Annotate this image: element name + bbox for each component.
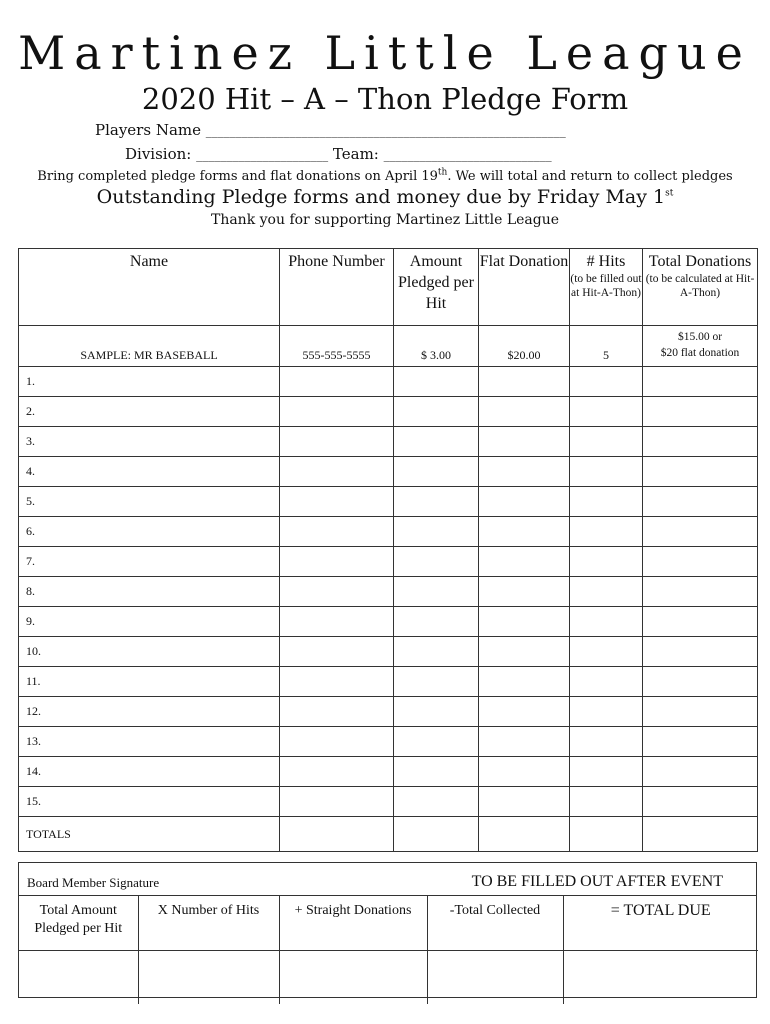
pledge-cell-total[interactable] [643, 787, 758, 817]
pledge-cell-total[interactable] [643, 727, 758, 757]
pledge-cell-hits[interactable] [570, 607, 643, 637]
sample-hits: 5 [570, 326, 643, 367]
pledge-cell-phone[interactable] [280, 397, 394, 427]
pledge-cell-amount[interactable] [394, 517, 479, 547]
pledge-cell-phone[interactable] [280, 727, 394, 757]
pledge-row [19, 577, 758, 607]
pledge-cell-amount[interactable] [394, 607, 479, 637]
pledge-row [19, 487, 758, 517]
summary-col-total-collected: -Total Collected [427, 896, 563, 951]
pledge-cell-phone[interactable] [280, 487, 394, 517]
totals-row [19, 817, 758, 852]
pledge-cell-phone[interactable] [280, 637, 394, 667]
pledge-cell-phone[interactable] [280, 697, 394, 727]
pledge-cell-flat[interactable] [479, 667, 570, 697]
totals-cell-phone[interactable] [280, 817, 394, 852]
pledge-cell-amount[interactable] [394, 427, 479, 457]
pledge-row [19, 697, 758, 727]
sample-phone: 555-555-5555 [280, 326, 394, 367]
totals-cell-name: TOTALS [19, 817, 280, 852]
summary-col-straight-donations: + Straight Donations [279, 896, 427, 951]
pledge-cell-flat[interactable] [479, 637, 570, 667]
summary-col-total-pledged: Total Amount Pledged per Hit [19, 896, 138, 951]
sample-amount: $ 3.00 [394, 326, 479, 367]
pledge-cell-total[interactable] [643, 637, 758, 667]
board-signature-label: Board Member Signature [27, 875, 160, 890]
sample-name: SAMPLE: MR BASEBALL [19, 326, 280, 367]
team-label: Team: [332, 145, 379, 163]
pledge-row [19, 637, 758, 667]
pledge-cell-name[interactable]: 2. [19, 397, 280, 427]
pledge-cell-flat[interactable] [479, 607, 570, 637]
col-header-hits: # Hits (to be filled out at Hit-A-Thon) [570, 249, 643, 326]
pledge-row [19, 757, 758, 787]
summary-col-total-due: = TOTAL DUE [563, 896, 758, 951]
pledge-cell-flat[interactable] [479, 547, 570, 577]
pledge-cell-phone[interactable] [280, 457, 394, 487]
pledge-cell-amount[interactable] [394, 547, 479, 577]
pledge-cell-hits[interactable] [570, 517, 643, 547]
pledge-row [19, 547, 758, 577]
pledge-cell-flat[interactable] [479, 457, 570, 487]
pledge-cell-phone[interactable] [280, 667, 394, 697]
pledge-cell-total[interactable] [643, 487, 758, 517]
pledge-row [19, 607, 758, 637]
pledge-cell-flat[interactable] [479, 727, 570, 757]
pledge-row [19, 397, 758, 427]
pledge-cell-name[interactable]: 1. [19, 367, 280, 397]
pledge-cell-name[interactable]: 13. [19, 727, 280, 757]
pledge-cell-amount[interactable] [394, 787, 479, 817]
pledge-cell-name[interactable]: 7. [19, 547, 280, 577]
pledge-cell-name[interactable]: 4. [19, 457, 280, 487]
pledge-row [19, 787, 758, 817]
players-name-line [95, 121, 566, 139]
pledge-cell-amount[interactable] [394, 757, 479, 787]
summary-box [18, 862, 757, 998]
pledge-cell-flat[interactable] [479, 487, 570, 517]
pledge-cell-name[interactable]: 6. [19, 517, 280, 547]
pledge-cell-hits[interactable] [570, 727, 643, 757]
pledge-cell-name[interactable]: 5. [19, 487, 280, 517]
pledge-cell-amount[interactable] [394, 397, 479, 427]
after-event-heading: TO BE FILLED OUT AFTER EVENT [471, 873, 723, 890]
pledge-cell-total[interactable] [643, 367, 758, 397]
pledge-cell-hits[interactable] [570, 697, 643, 727]
pledge-cell-phone[interactable] [280, 607, 394, 637]
pledge-cell-hits[interactable] [570, 667, 643, 697]
pledge-cell-hits[interactable] [570, 487, 643, 517]
summary-value-total-pledged[interactable] [19, 951, 138, 1005]
col-header-total: Total Donations (to be calculated at Hit-A-Thon) [643, 249, 758, 326]
pledge-cell-hits[interactable] [570, 757, 643, 787]
pledge-cell-phone[interactable] [280, 427, 394, 457]
pledge-cell-flat[interactable] [479, 577, 570, 607]
pledge-cell-flat[interactable] [479, 427, 570, 457]
pledge-cell-amount[interactable] [394, 637, 479, 667]
pledge-cell-total[interactable] [643, 547, 758, 577]
pledge-cell-phone[interactable] [280, 517, 394, 547]
summary-value-total-due[interactable] [563, 951, 758, 1005]
pledge-cell-hits[interactable] [570, 457, 643, 487]
pledge-cell-flat[interactable] [479, 697, 570, 727]
pledge-row [19, 517, 758, 547]
pledge-cell-flat[interactable] [479, 367, 570, 397]
sample-flat: $20.00 [479, 326, 570, 367]
pledge-cell-amount[interactable] [394, 697, 479, 727]
pledge-row [19, 667, 758, 697]
pledge-cell-name[interactable]: 8. [19, 577, 280, 607]
pledge-cell-flat[interactable] [479, 787, 570, 817]
summary-header [19, 863, 756, 896]
sample-row [19, 326, 758, 367]
col-header-flat: Flat Donation [479, 249, 570, 326]
pledge-cell-total[interactable] [643, 517, 758, 547]
pledge-cell-name[interactable]: 15. [19, 787, 280, 817]
pledge-cell-name[interactable]: 12. [19, 697, 280, 727]
pledge-cell-name[interactable]: 10. [19, 637, 280, 667]
pledge-cell-total[interactable] [643, 457, 758, 487]
pledge-cell-total[interactable] [643, 427, 758, 457]
col-header-name: Name [19, 249, 280, 326]
pledge-cell-phone[interactable] [280, 577, 394, 607]
pledge-cell-total[interactable] [643, 577, 758, 607]
pledge-cell-total[interactable] [643, 607, 758, 637]
pledge-cell-flat[interactable] [479, 757, 570, 787]
col-header-phone: Phone Number [280, 249, 394, 326]
pledge-row [19, 457, 758, 487]
summary-value-number-hits[interactable] [138, 951, 279, 1005]
pledge-cell-hits[interactable] [570, 577, 643, 607]
pledge-row [19, 727, 758, 757]
pledge-cell-name[interactable]: 11. [19, 667, 280, 697]
division-label: Division: [125, 145, 192, 163]
totals-cell-total[interactable] [643, 817, 758, 852]
pledge-cell-hits[interactable] [570, 427, 643, 457]
summary-col-number-hits: X Number of Hits [138, 896, 279, 951]
hits-note: (to be filled out at Hit-A-Thon) [570, 273, 642, 299]
pledge-cell-flat[interactable] [479, 397, 570, 427]
pledge-cell-hits[interactable] [570, 787, 643, 817]
pledge-cell-phone[interactable] [280, 787, 394, 817]
players-name-field[interactable]: ____________________________________________________________ [205, 124, 566, 138]
pledge-cell-amount[interactable] [394, 367, 479, 397]
players-name-label: Players Name [95, 121, 201, 139]
pledge-cell-name[interactable]: 3. [19, 427, 280, 457]
summary-value-straight-donations[interactable] [279, 951, 427, 1005]
thank-you-note: Thank you for supporting Martinez Little League [210, 212, 560, 228]
pledge-cell-total[interactable] [643, 697, 758, 727]
pledge-cell-name[interactable]: 9. [19, 607, 280, 637]
instructions: Bring completed pledge forms and flat donations on April 19th. We will total and return to collect pledges [37, 167, 733, 184]
totals-cell-hits[interactable] [570, 817, 643, 852]
pledge-cell-hits[interactable] [570, 547, 643, 577]
team-field[interactable]: ____________________________ [383, 148, 552, 162]
total-note: (to be calculated at Hit-A-Thon) [645, 273, 755, 299]
col-header-amount: Amount Pledged per Hit [394, 249, 479, 326]
sample-total: $15.00 or $20 flat donation [643, 326, 758, 367]
pledge-cell-phone[interactable] [280, 367, 394, 397]
form-subtitle: 2020 Hit – A – Thon Pledge Form [141, 82, 629, 116]
pledge-cell-total[interactable] [643, 667, 758, 697]
pledge-cell-amount[interactable] [394, 487, 479, 517]
pledge-cell-hits[interactable] [570, 637, 643, 667]
pledge-cell-amount[interactable] [394, 667, 479, 697]
pledge-cell-total[interactable] [643, 397, 758, 427]
pledge-row [19, 427, 758, 457]
pledge-table [18, 248, 758, 852]
pledge-cell-amount[interactable] [394, 457, 479, 487]
pledge-cell-total[interactable] [643, 757, 758, 787]
pledge-cell-phone[interactable] [280, 547, 394, 577]
pledge-cell-name[interactable]: 14. [19, 757, 280, 787]
pledge-cell-flat[interactable] [479, 517, 570, 547]
pledge-row [19, 367, 758, 397]
pledge-cell-amount[interactable] [394, 727, 479, 757]
due-notice: Outstanding Pledge forms and money due by Friday May 1st [96, 186, 674, 208]
totals-cell-amount[interactable] [394, 817, 479, 852]
division-team-line [125, 145, 552, 163]
totals-cell-flat[interactable] [479, 817, 570, 852]
pledge-cell-phone[interactable] [280, 757, 394, 787]
pledge-cell-hits[interactable] [570, 367, 643, 397]
division-field[interactable]: ______________________ [196, 148, 329, 162]
pledge-cell-hits[interactable] [570, 397, 643, 427]
league-title: Martinez Little League [18, 26, 752, 80]
summary-table [19, 896, 758, 1004]
summary-value-total-collected[interactable] [427, 951, 563, 1005]
pledge-cell-amount[interactable] [394, 577, 479, 607]
